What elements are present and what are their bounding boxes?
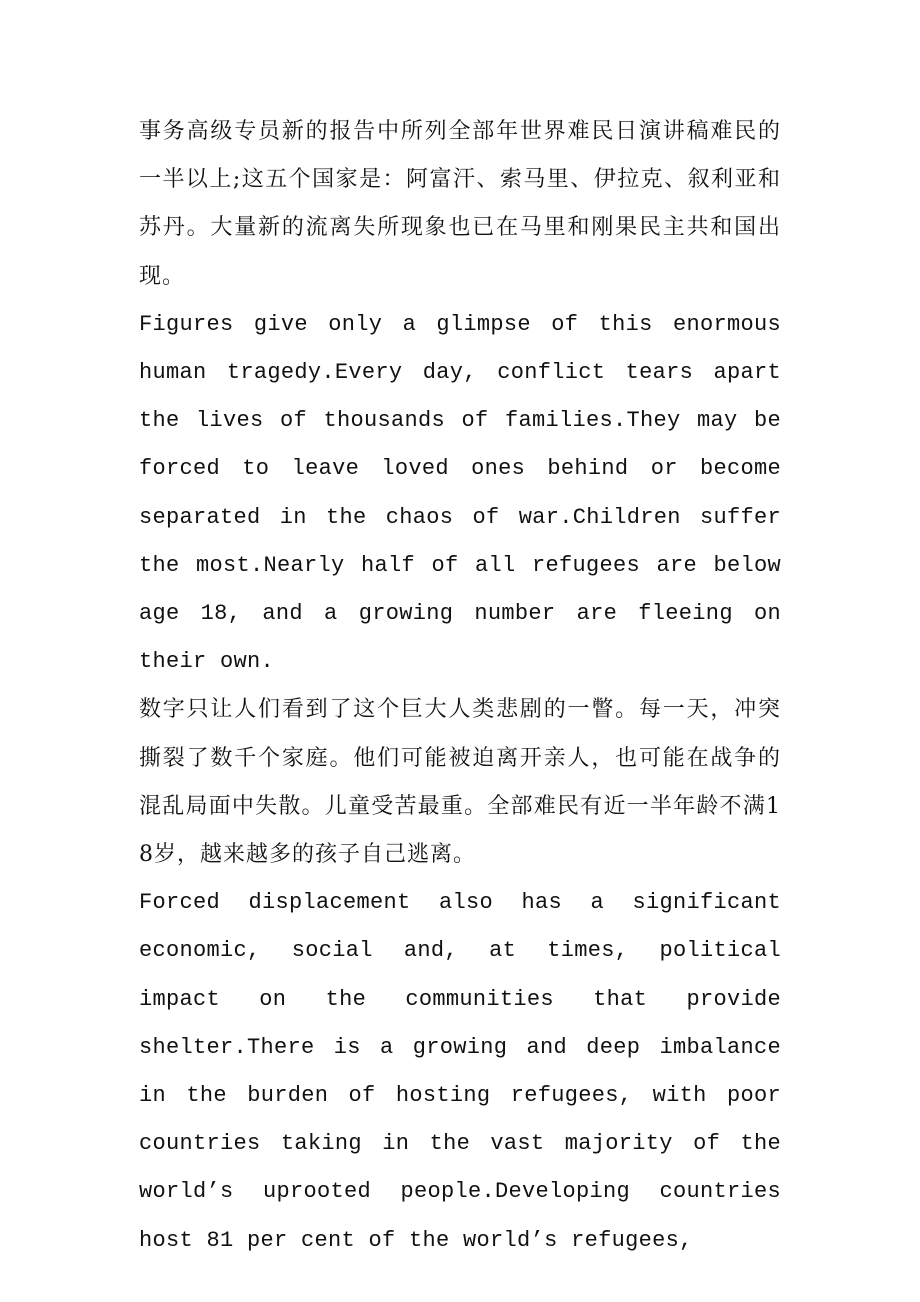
paragraph-english-1: Figures give only a glimpse of this enormous human tragedy.Every day, conflict tears apart the lives of thousands of families.They may be forced to leave loved ones behind or become separated in the chaos of war.Children suffer the most.Nearly half of all refugees are below age 18, and a growing number are fleeing on their own. bbox=[139, 311, 781, 675]
paragraph-english-2: Forced displacement also has a significant economic, social and, at times, political impact on the communities that provide shelter.There is a growing and deep imbalance in the burden of hosting refugees, with poor countries taking in the vast majority of the world’s uprooted people.Developing countries host 81 per cent of the world’s refugees, bbox=[139, 890, 781, 1253]
paragraph-chinese-2: 数字只让人们看到了这个巨大人类悲剧的一瞥。每一天，冲突撕裂了数千个家庭。他们可能被迫离开亲人，也可能在战争的混乱局面中失散。儿童受苦最重。全部难民有近一半年龄不满18岁，越来越多的孩子自己逃离。 bbox=[139, 697, 781, 868]
paragraph-chinese-1: 事务高级专员新的报告中所列全部年世界难民日演讲稿难民的一半以上;这五个国家是：阿富汗、索马里、伊拉克、叙利亚和苏丹。大量新的流离失所现象也已在马里和刚果民主共和国出现。 bbox=[139, 119, 781, 289]
document-page bbox=[139, 108, 781, 1265]
